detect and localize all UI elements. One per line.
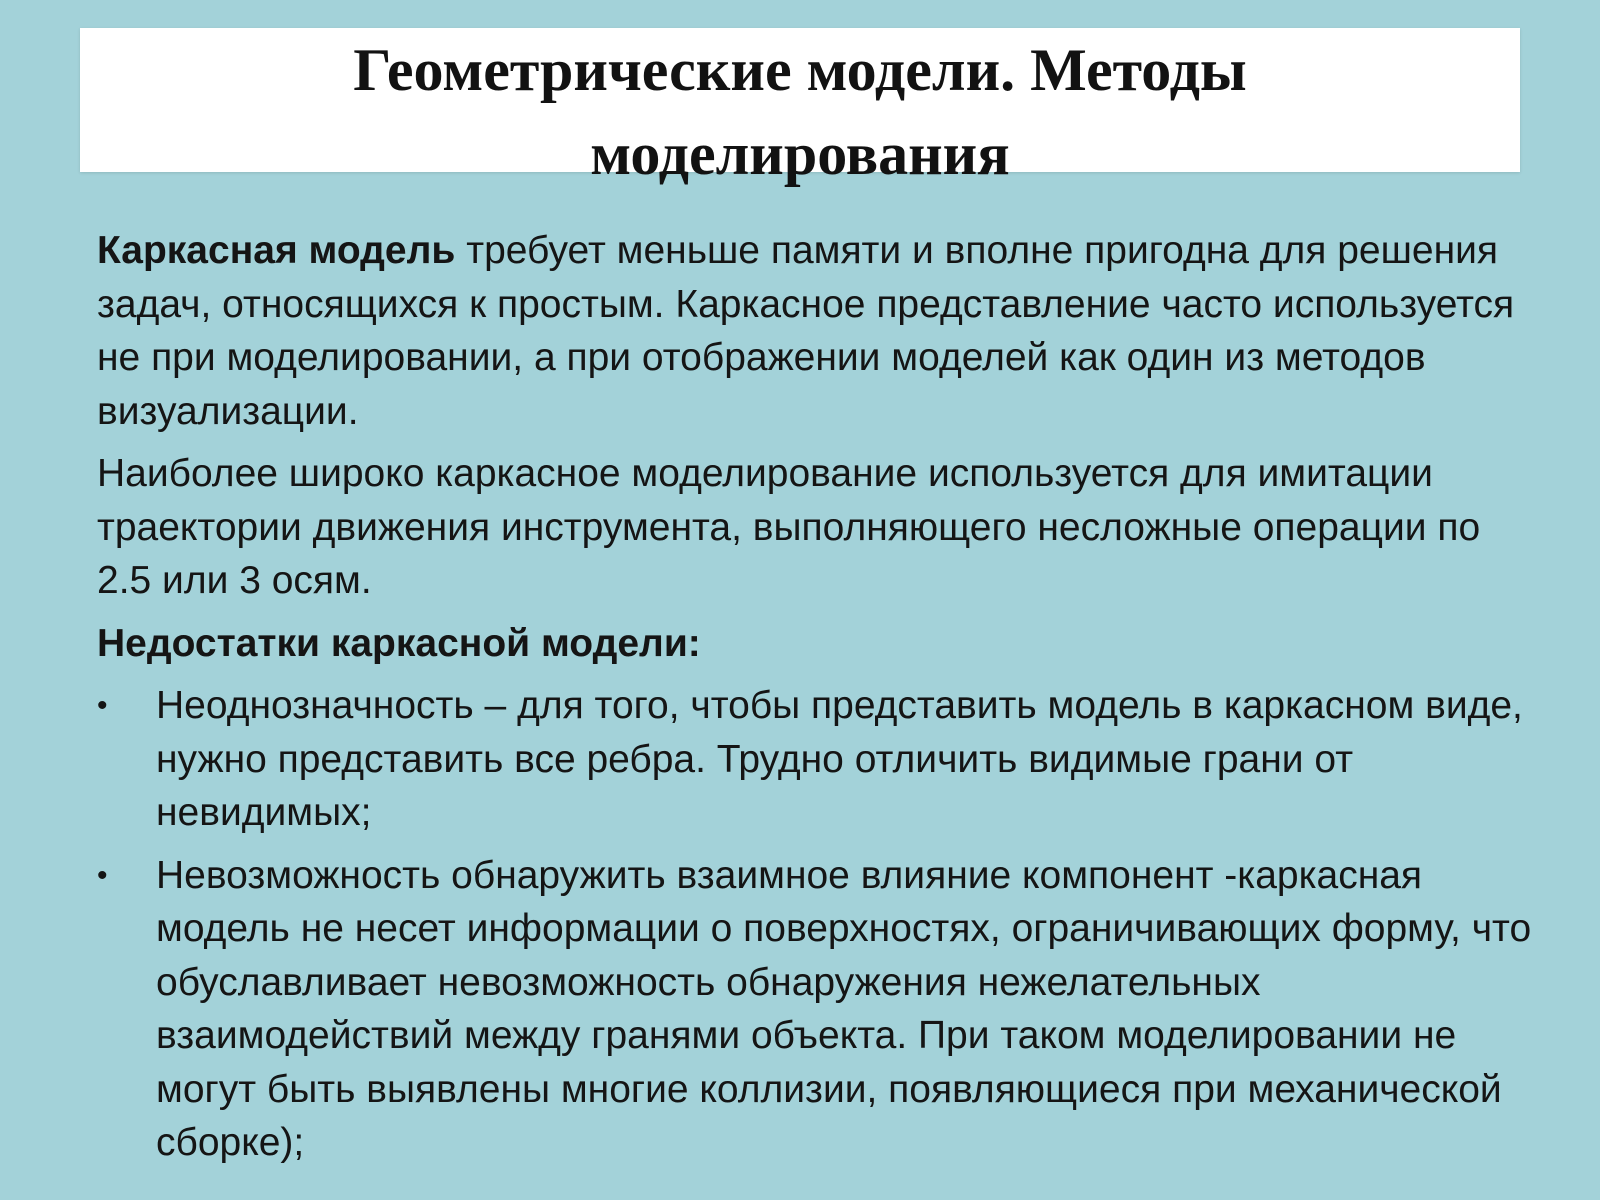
- disadvantages-list: [97, 679, 1537, 1170]
- slide-title-line-1: Геометрические модели. Методы: [353, 37, 1247, 103]
- bullet-dot-icon: •: [97, 689, 108, 722]
- list-item: [97, 849, 1537, 1170]
- paragraph-text: требует меньше памяти и вполне пригодна для решения задач, относящихся к простым. Каркасное представление часто используется не при моделировании, а при отображении моделей как один из методов визуализации.: [97, 229, 1515, 433]
- slide-content: [97, 224, 1537, 1179]
- list-item: [97, 679, 1537, 840]
- disadvantages-heading: Недостатки каркасной модели:: [97, 621, 701, 665]
- list-item-text: Невозможность обнаружить взаимное влияние компонент -каркасная модель не несет информации о поверхностях, ограничивающих форму, что обуславливает невозможность обнаружения нежелательных взаимодействий между гранями объекта. При таком моделировании не могут быть выявлены многие коллизии, появляющиеся при механической сборке);: [156, 853, 1532, 1164]
- slide-title: [0, 28, 1600, 196]
- slide-title-line-2: моделирования: [590, 121, 1010, 187]
- paragraph-wireframe-model: [97, 224, 1537, 438]
- list-item-text: Неоднозначность – для того, чтобы представить модель в каркасном виде, нужно представить все ребра. Трудно отличить видимые грани от невидимых;: [156, 684, 1523, 834]
- paragraph-usage: Наиболее широко каркасное моделирование используется для имитации траектории движения инструмента, выполняющего несложные операции по 2.5 или 3 осям.: [97, 452, 1481, 602]
- bullet-dot-icon: •: [97, 858, 108, 892]
- paragraph-bold-term: Каркасная модель: [97, 229, 456, 272]
